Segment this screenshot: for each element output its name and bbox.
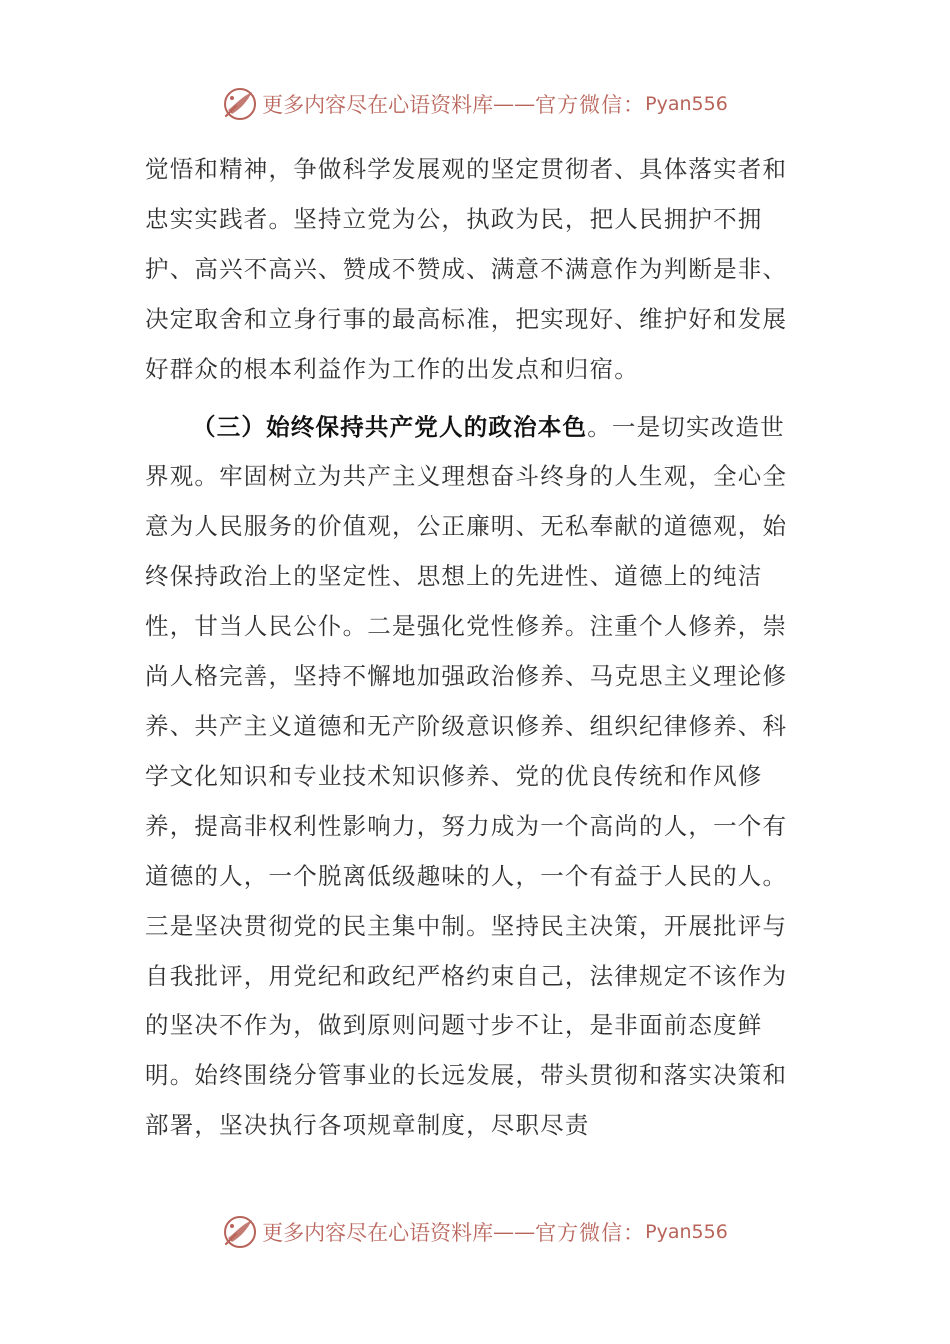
footer-wechat-id: Pyan556 [645,1221,728,1243]
header-watermark [0,84,950,124]
document-body [145,145,805,1151]
header-slogan: 更多内容尽在心语资料库 [262,93,494,117]
paragraph-2-text: 。一是切实改造世界观。牢固树立为共产主义理想奋斗终身的人生观，全心全意为人民服务的价值观，公正廉明、无私奉献的道德观，始终保持政治上的坚定性、思想上的先进性、道德上的纯洁性，甘当人民公仆。二是强化党性修养。注重个人修养，崇尚人格完善，坚持不懈地加强政治修养、马克思主义理论修养、共产主义道德和无产阶级意识修养、组织纪律修养、科学文化知识和专业技术知识修养、党的优良传统和作风修养，提高非权利性影响力，努力成为一个高尚的人，一个有道德的人，一个脱离低级趣味的人，一个有益于人民的人。三是坚决贯彻党的民主集中制。坚持民主决策，开展批评与自我批评，用党纪和政纪严格约束自己，法律规定不该作为的坚决不作为，做到原则问题寸步不让，是非面前态度鲜明。始终围绕分管事业的长远发展，带头贯彻和落实决策和部署，坚决执行各项规章制度，尽职尽责 [145,412,788,1140]
footer-watermark [0,1212,950,1252]
footer-slogan: 更多内容尽在心语资料库 [262,1221,494,1245]
header-wechat-label: 官方微信： [535,93,646,117]
footer-separator: —— [493,1220,536,1244]
quill-logo-icon [222,1214,258,1250]
quill-logo-icon [222,86,258,122]
paragraph-1: 觉悟和精神，争做科学发展观的坚定贯彻者、具体落实者和忠实实践者。坚持立党为公，执政为民，把人民拥护不拥护、高兴不高兴、赞成不赞成、满意不满意作为判断是非、决定取舍和立身行事的最高标准，把实现好、维护好和发展好群众的根本利益作为工作的出发点和归宿。 [145,155,788,383]
paragraph-2 [145,403,805,1152]
header-wechat-id: Pyan556 [645,93,728,115]
footer-wechat-label: 官方微信： [535,1221,646,1245]
section-heading: （三）始终保持共产党人的政治本色 [192,412,588,441]
header-separator: —— [493,92,536,116]
